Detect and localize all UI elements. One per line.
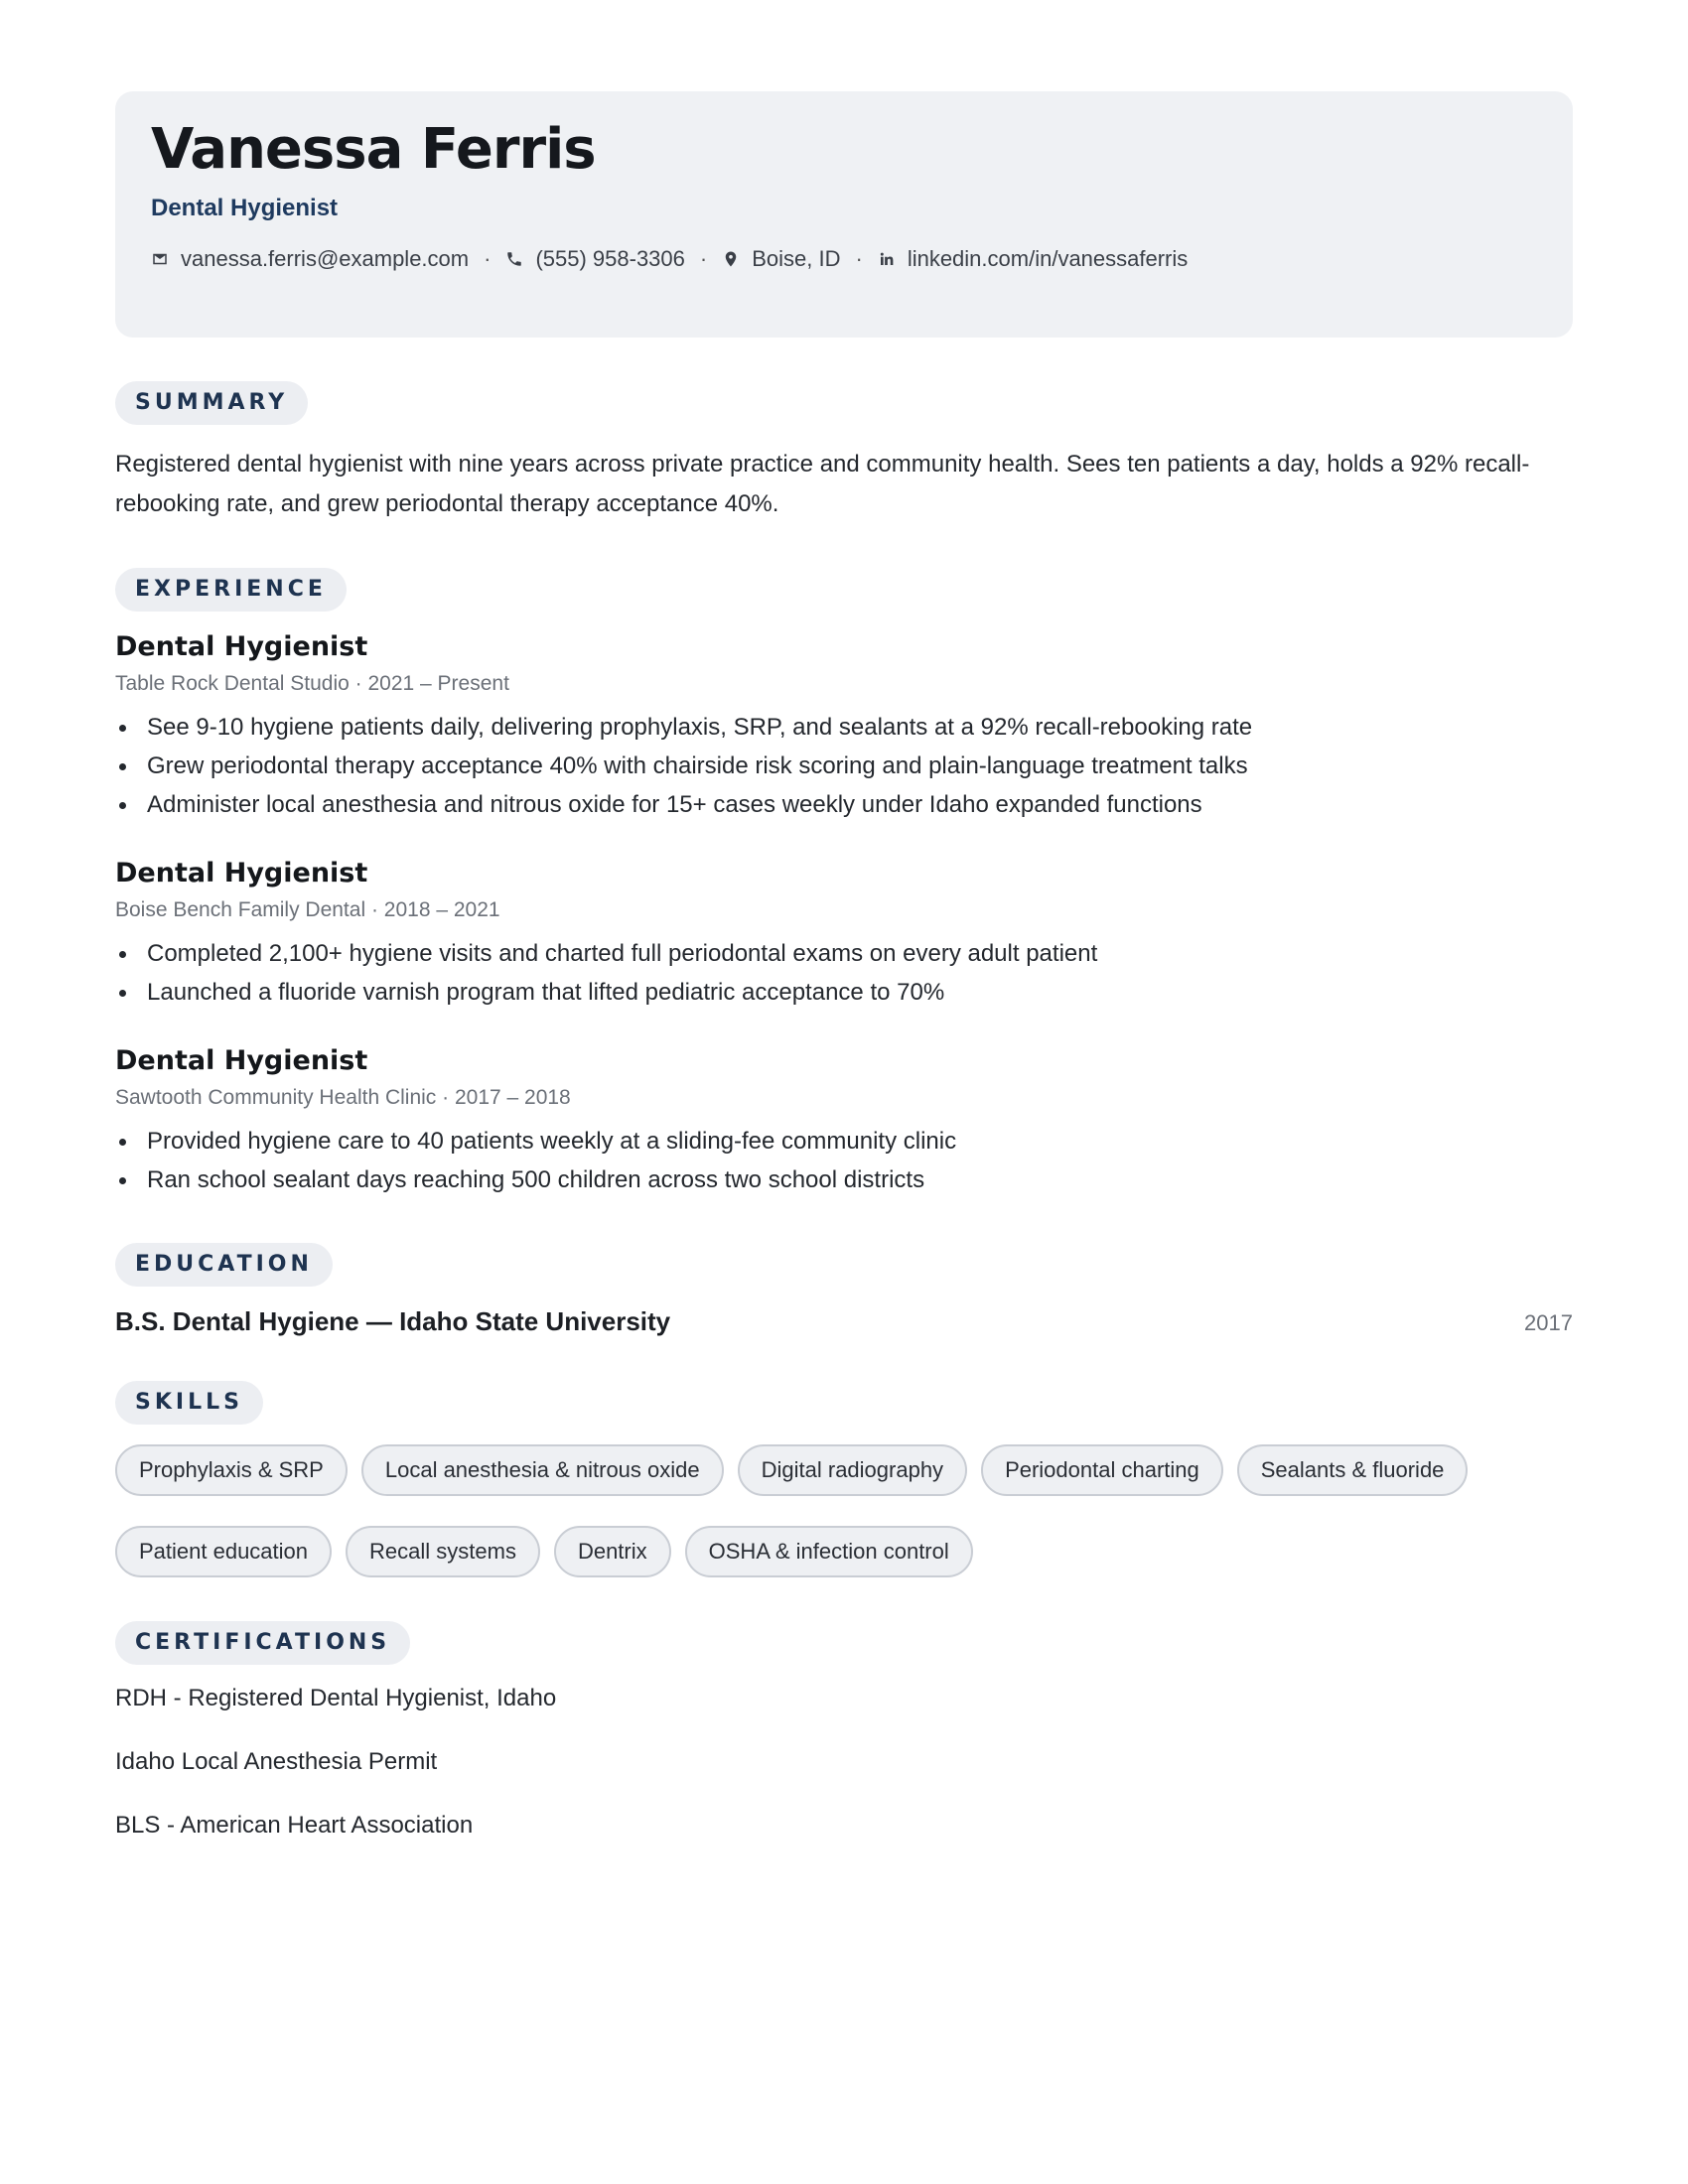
job-title: Dental Hygienist bbox=[115, 631, 368, 662]
mail-icon bbox=[151, 250, 169, 268]
contact-separator: · bbox=[699, 245, 708, 271]
certifications-section bbox=[115, 1621, 1573, 1840]
contact-phone[interactable] bbox=[505, 246, 684, 272]
skills-section bbox=[115, 1381, 1573, 1607]
job-bullet: See 9-10 hygiene patients daily, delivering prophylaxis, SRP, and sealants at a 92% recall-rebooking rate bbox=[115, 708, 1573, 747]
job-bullet: Administer local anesthesia and nitrous oxide for 15+ cases weekly under Idaho expanded functions bbox=[115, 785, 1573, 824]
certification-item: RDH - Registered Dental Hygienist, Idaho bbox=[115, 1685, 557, 1711]
section-heading-skills: SKILLS bbox=[115, 1381, 263, 1425]
skill-chip: Prophylaxis & SRP bbox=[115, 1444, 348, 1496]
job-entry bbox=[115, 858, 1573, 1012]
skill-chip: Recall systems bbox=[346, 1526, 540, 1577]
candidate-name: Vanessa Ferris bbox=[151, 117, 596, 182]
education-year: 2017 bbox=[1524, 1310, 1573, 1335]
job-entry bbox=[115, 631, 1573, 824]
job-bullet: Completed 2,100+ hygiene visits and charted full periodontal exams on every adult patient bbox=[115, 934, 1573, 973]
candidate-role: Dental Hygienist bbox=[151, 194, 339, 221]
job-meta: Sawtooth Community Health Clinic · 2017 – 2018 bbox=[115, 1086, 571, 1109]
job-bullet: Launched a fluoride varnish program that lifted pediatric acceptance to 70% bbox=[115, 973, 1573, 1012]
summary-text: Registered dental hygienist with nine years across private practice and community health. Sees ten patients a day, holds a 92% recall-rebooking rate, and grew periodontal therapy acceptance 40%. bbox=[115, 451, 1530, 517]
skill-chip: Dentrix bbox=[554, 1526, 671, 1577]
resume-page bbox=[115, 91, 1573, 1840]
job-bullets bbox=[115, 708, 1573, 824]
section-heading-experience: EXPERIENCE bbox=[115, 568, 347, 612]
linkedin-icon bbox=[878, 250, 896, 268]
phone-icon bbox=[505, 250, 523, 268]
education-degree: B.S. Dental Hygiene — Idaho State University bbox=[115, 1306, 671, 1336]
experience-section bbox=[115, 568, 1573, 1199]
phone-text: (555) 958-3306 bbox=[535, 245, 685, 271]
email-text: vanessa.ferris@example.com bbox=[181, 245, 470, 271]
summary-section bbox=[115, 381, 1573, 524]
contact-separator: · bbox=[484, 245, 492, 271]
location-pin-icon bbox=[722, 250, 740, 268]
skill-chip: Periodontal charting bbox=[981, 1444, 1223, 1496]
job-entry bbox=[115, 1045, 1573, 1199]
section-heading-education: EDUCATION bbox=[115, 1243, 333, 1287]
contact-separator: · bbox=[855, 245, 863, 271]
skill-chip: Patient education bbox=[115, 1526, 332, 1577]
contact-linkedin[interactable] bbox=[878, 246, 1188, 272]
contact-location bbox=[722, 246, 840, 272]
skill-chip: Local anesthesia & nitrous oxide bbox=[361, 1444, 724, 1496]
job-meta: Boise Bench Family Dental · 2018 – 2021 bbox=[115, 898, 500, 921]
header-card bbox=[115, 91, 1573, 338]
linkedin-text: linkedin.com/in/vanessaferris bbox=[907, 245, 1189, 271]
location-text: Boise, ID bbox=[752, 245, 841, 271]
education-section bbox=[115, 1243, 1573, 1337]
skill-chip: OSHA & infection control bbox=[685, 1526, 973, 1577]
education-entry bbox=[115, 1306, 1573, 1337]
skill-chip: Digital radiography bbox=[738, 1444, 967, 1496]
job-title: Dental Hygienist bbox=[115, 858, 368, 888]
job-meta: Table Rock Dental Studio · 2021 – Present bbox=[115, 672, 509, 695]
job-bullet: Ran school sealant days reaching 500 children across two school districts bbox=[115, 1160, 1573, 1199]
certification-item: BLS - American Heart Association bbox=[115, 1812, 474, 1839]
certification-item: Idaho Local Anesthesia Permit bbox=[115, 1748, 438, 1775]
job-title: Dental Hygienist bbox=[115, 1045, 368, 1076]
job-bullet: Provided hygiene care to 40 patients weekly at a sliding-fee community clinic bbox=[115, 1122, 1573, 1160]
job-bullet: Grew periodontal therapy acceptance 40% with chairside risk scoring and plain-language treatment talks bbox=[115, 747, 1573, 785]
contact-email[interactable] bbox=[151, 246, 469, 272]
skills-list bbox=[115, 1444, 1573, 1607]
section-heading-certifications: CERTIFICATIONS bbox=[115, 1621, 410, 1665]
skill-chip: Sealants & fluoride bbox=[1237, 1444, 1469, 1496]
job-bullets bbox=[115, 934, 1573, 1012]
job-bullets bbox=[115, 1122, 1573, 1199]
section-heading-summary: SUMMARY bbox=[115, 381, 308, 425]
contact-row bbox=[151, 246, 1537, 272]
